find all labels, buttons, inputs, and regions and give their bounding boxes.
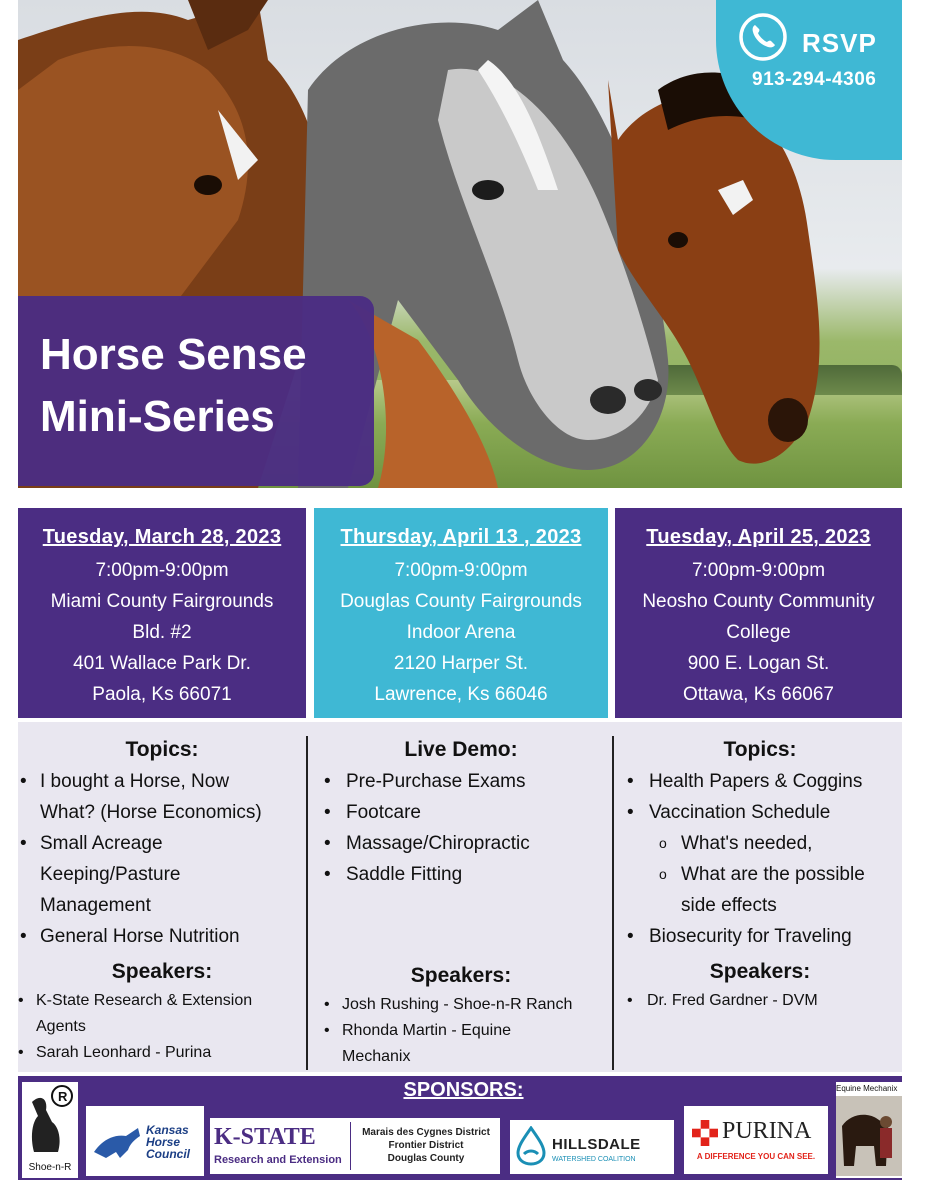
speaker-item: • Dr. Fred Gardner - DVM (627, 992, 818, 1009)
session-time: 7:00pm-9:00pm (394, 560, 528, 581)
kansas-horse-council-logo (86, 1106, 204, 1176)
list-item-continued: What? (Horse Economics) (40, 802, 262, 823)
frontier-text: Frontier District (388, 1140, 464, 1151)
list-item: • General Horse Nutrition (20, 926, 240, 947)
session-date: Thursday, April 13 , 2023 (340, 526, 582, 548)
hillsdale-text: HILLSDALE (552, 1136, 641, 1153)
panel-heading: Topics: (723, 738, 797, 761)
list-item: • Massage/Chiropractic (324, 833, 530, 854)
session-venue: Neosho County Community (642, 591, 875, 612)
session-card-3 (615, 508, 902, 718)
column-divider (306, 736, 308, 1070)
list-item: • Small Acreage (20, 833, 163, 854)
checkerboard-icon (692, 1120, 718, 1146)
shoe-n-r-logo (22, 1082, 78, 1178)
council-text: Council (146, 1147, 190, 1161)
session-street: 2120 Harper St. (393, 653, 529, 674)
list-item: • Vaccination Schedule (627, 802, 831, 823)
panel-heading: Topics: (125, 738, 199, 761)
session-venue-detail: Bld. #2 (132, 622, 192, 643)
list-item: • Saddle Fitting (324, 864, 463, 885)
horse-text: Horse (146, 1135, 181, 1149)
horse-photo-icon (836, 1096, 902, 1176)
session-city: Ottawa, Ks 66067 (682, 684, 835, 705)
topics-panel-1 (18, 736, 306, 1070)
list-item: • I bought a Horse, Now (20, 771, 230, 792)
svg-text:R: R (58, 1089, 68, 1104)
phone-icon (738, 12, 788, 62)
list-item-continued: Management (40, 895, 151, 916)
session-card-2 (314, 508, 608, 718)
kstate-extension-logo (210, 1118, 500, 1174)
equine-text: Equine Mechanix (836, 1084, 898, 1093)
hillsdale-logo (510, 1120, 674, 1174)
live-demo-panel (310, 736, 612, 1070)
purina-text: PURINA (722, 1118, 812, 1144)
speaker-item-continued: Agents (36, 1018, 86, 1035)
equine-mechanix-logo (836, 1082, 902, 1178)
list-item: • Health Papers & Coggins (627, 771, 863, 792)
session-venue: Douglas County Fairgrounds (340, 591, 582, 612)
session-time: 7:00pm-9:00pm (691, 560, 826, 581)
shoe-n-r-text: Shoe-n-R (28, 1162, 72, 1173)
speaker-item: • Josh Rushing - Shoe-n-R Ranch (324, 996, 573, 1013)
rsvp-phone-number: 913-294-4306 (752, 69, 877, 90)
session-street: 401 Wallace Park Dr. (73, 653, 251, 674)
research-extension-text: Research and Extension (214, 1154, 342, 1166)
session-card-1 (18, 508, 306, 718)
speaker-item-continued: Mechanix (342, 1048, 411, 1065)
sub-list-item: o What's needed, (659, 833, 813, 854)
speakers-heading: Speakers: (111, 960, 213, 983)
list-item: • Footcare (324, 802, 421, 823)
list-item: • Pre-Purchase Exams (324, 771, 526, 792)
running-horse-icon (90, 1122, 150, 1162)
title-line-2: Mini-Series (40, 392, 275, 441)
session-date: Tuesday, March 28, 2023 (42, 526, 282, 548)
list-item: • Biosecurity for Traveling (627, 926, 852, 947)
session-city: Paola, Ks 66071 (92, 684, 232, 705)
session-venue: Miami County Fairgrounds (50, 591, 274, 612)
kansas-text: Kansas (146, 1123, 189, 1137)
title-line-1: Horse Sense (40, 330, 307, 379)
session-venue-detail: Indoor Arena (406, 622, 516, 643)
session-street: 900 E. Logan St. (687, 653, 830, 674)
sponsors-heading: SPONSORS: (403, 1079, 524, 1101)
purina-tagline: A DIFFERENCE YOU CAN SEE. (696, 1152, 816, 1161)
speaker-item: • Rhonda Martin - Equine (324, 1022, 511, 1039)
kstate-text: K-STATE (214, 1124, 316, 1150)
column-divider (612, 736, 614, 1070)
horseshoe-rider-icon (22, 1082, 78, 1160)
title-box (18, 296, 374, 486)
douglas-text: Douglas County (387, 1153, 465, 1164)
purina-logo (684, 1106, 828, 1174)
watershed-text: WATERSHED COALITION (552, 1156, 636, 1163)
panel-heading: Live Demo: (404, 738, 518, 761)
sub-list-item: o What are the possible (659, 864, 865, 885)
session-venue-detail: College (726, 622, 791, 643)
topics-panel-3 (615, 736, 905, 1070)
list-item-continued: Keeping/Pasture (40, 864, 181, 885)
speakers-heading: Speakers: (709, 960, 811, 983)
speaker-item: • Sarah Leonhard - Purina (18, 1044, 212, 1061)
session-time: 7:00pm-9:00pm (95, 560, 229, 581)
marais-text: Marais des Cygnes District (362, 1127, 490, 1138)
water-drop-icon (514, 1126, 548, 1166)
speaker-item: • K-State Research & Extension (18, 992, 253, 1009)
speakers-heading: Speakers: (410, 964, 512, 987)
session-date: Tuesday, April 25, 2023 (646, 526, 871, 548)
session-city: Lawrence, Ks 66046 (374, 684, 548, 705)
rsvp-label: RSVP (802, 28, 877, 58)
sub-list-item-continued: side effects (681, 895, 777, 916)
